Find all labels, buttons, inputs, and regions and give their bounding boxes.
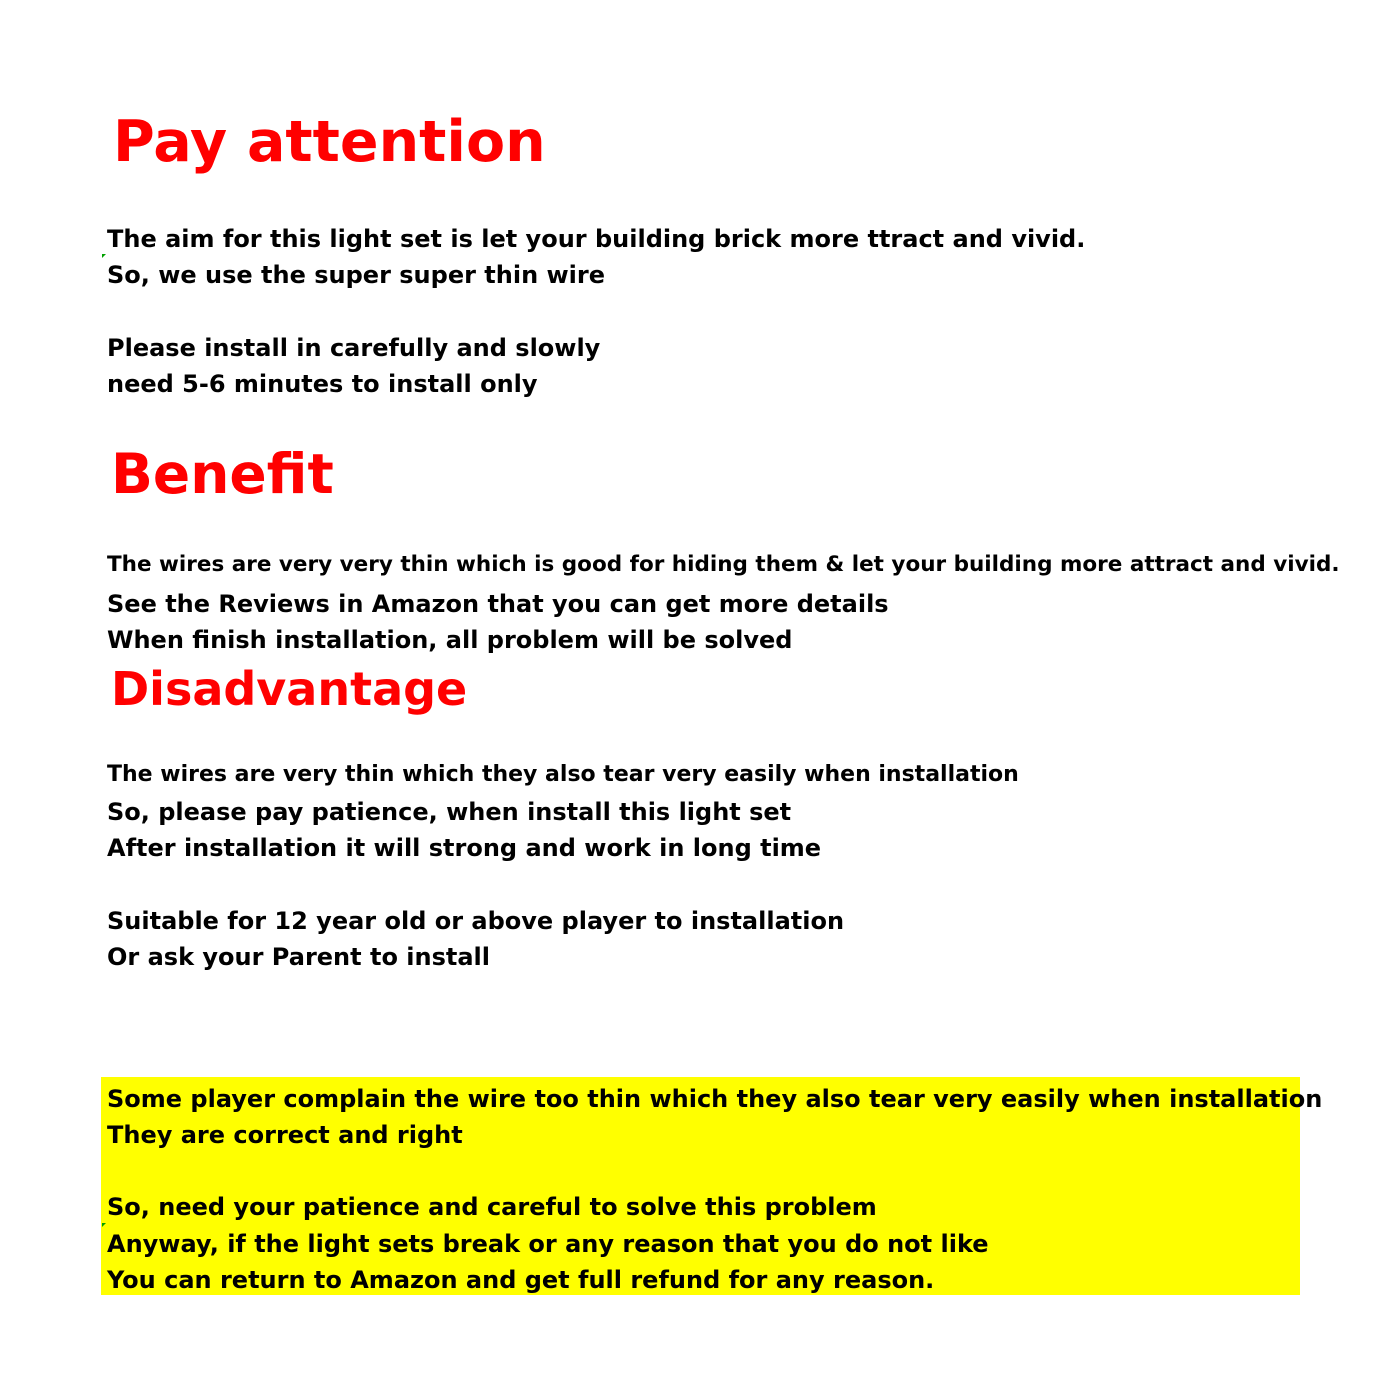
heading-pay-attention: Pay attention bbox=[113, 109, 546, 175]
disadvantage-line-2: So, please pay patience, when install this light set bbox=[107, 798, 792, 826]
disadvantage-line-3: After installation it will strong and work in long time bbox=[107, 834, 822, 862]
green-mark-icon bbox=[102, 1223, 106, 1227]
pay-attention-line-4: need 5-6 minutes to install only bbox=[107, 370, 538, 398]
heading-benefit: Benefit bbox=[111, 442, 334, 506]
pay-attention-line-2: So, we use the super super thin wire bbox=[107, 261, 606, 289]
notice-line-4: Anyway, if the light sets break or any reason that you do not like bbox=[107, 1230, 989, 1258]
benefit-line-3: When finish installation, all problem will be solved bbox=[107, 626, 793, 654]
pay-attention-line-3: Please install in carefully and slowly bbox=[107, 334, 601, 362]
disadvantage-line-5: Or ask your Parent to install bbox=[107, 943, 491, 971]
benefit-line-1: The wires are very very thin which is good for hiding them & let your building more attract and vivid. bbox=[107, 552, 1340, 577]
notice-line-1: Some player complain the wire too thin which they also tear very easily when installation bbox=[107, 1085, 1323, 1113]
notice-line-2: They are correct and right bbox=[107, 1121, 463, 1149]
disadvantage-line-4: Suitable for 12 year old or above player to installation bbox=[107, 907, 845, 935]
notice-line-3: So, need your patience and careful to solve this problem bbox=[107, 1193, 877, 1221]
pay-attention-line-1: The aim for this light set is let your building brick more ttract and vivid. bbox=[107, 225, 1086, 253]
heading-disadvantage: Disadvantage bbox=[111, 662, 468, 716]
green-mark-icon bbox=[102, 254, 106, 258]
disadvantage-line-1: The wires are very thin which they also tear very easily when installation bbox=[107, 762, 1019, 787]
notice-line-5: You can return to Amazon and get full refund for any reason. bbox=[107, 1266, 935, 1294]
benefit-line-2: See the Reviews in Amazon that you can get more details bbox=[107, 590, 889, 618]
